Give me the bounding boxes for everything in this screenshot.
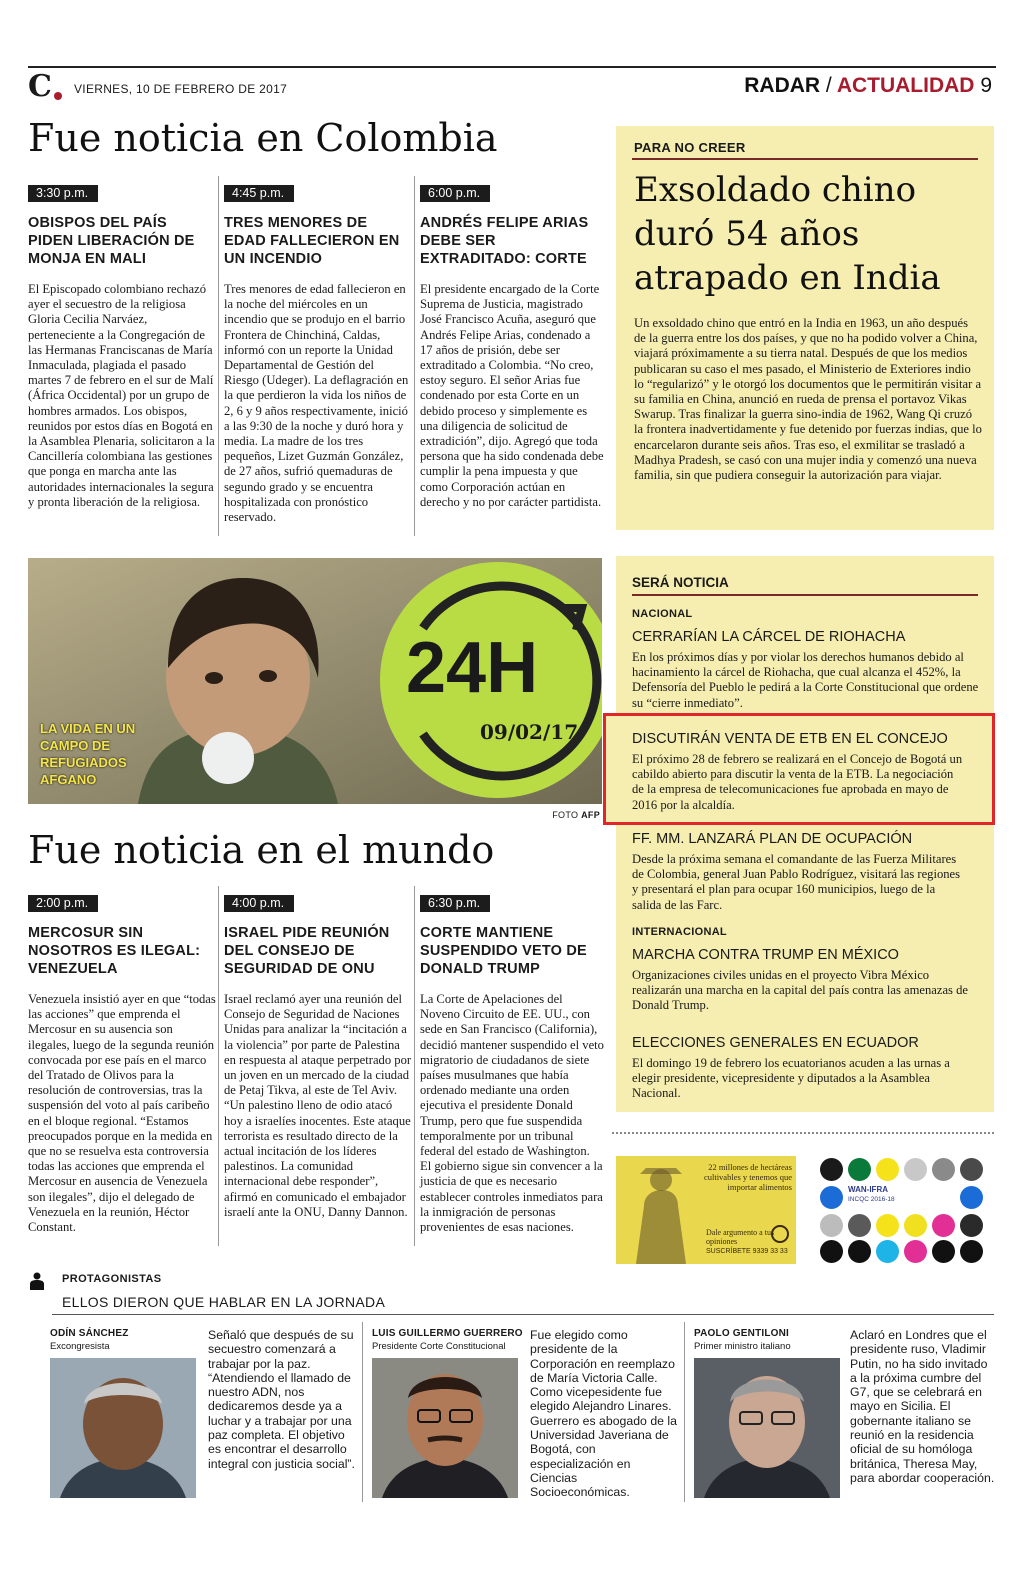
protagonistas-rule	[52, 1314, 994, 1315]
news-item-mundo-1	[28, 892, 216, 1235]
swatch-dot	[876, 1158, 899, 1181]
person-icon	[30, 1272, 44, 1290]
protagonist-3-header	[694, 1328, 844, 1352]
news-body: La Corte de Apelaciones del Noveno Circuito de EE. UU., con sede en San Francisco (California), decidió mantener suspendido el veto migratorio de ciudadanos de siete países musulmanes que había ordenado mediante una orden ejecutiva el presidente Donald Trump, pero que fue suspendida temporalmente por un tribunal federal del estado de Washington. El gobierno sigue sin convencer a la justicia de que es necesario establecer controles inmediatos para la inmigración de personas provenientes de esas naciones.	[420, 992, 604, 1235]
sera-noticia-body: Organizaciones civiles unidas en el proyecto Vibra México realizarán una marcha en la capital del país contra las amenazas de Donald Trump.	[632, 968, 968, 1013]
swatch-dot	[848, 1158, 871, 1181]
issue-date: VIERNES, 10 DE FEBRERO DE 2017	[74, 82, 288, 96]
photo-credit	[552, 810, 600, 820]
sera-noticia-headline: ELECCIONES GENERALES EN ECUADOR	[632, 1035, 919, 1051]
protagonistas-kicker: PROTAGONISTAS	[62, 1273, 162, 1285]
time-tag: 6:30 p.m.	[420, 895, 490, 912]
swatch-dot	[960, 1186, 983, 1209]
protagonist-name: LUIS GUILLERMO GUERRERO	[372, 1328, 523, 1339]
para-no-creer-body: Un exsoldado chino que entró en la India en 1963, un año después de la guerra entre los dos países, y que no ha podido volver a China, viajará próximamente a su tierra natal. Después de que los medios publicaran su caso el mes pasado, el Ministerio de Exteriores indio lo “regularizó” y le otorgó los documentos que le permitirán visitar a su familia en China, anunció en rueda de prensa el portavoz Vikas Swarup. Tras finalizar la guerra sino-india de 1962, Wang Qi cruzó la frontera inadvertidamente y fue detenido por fuerzas indias, que lo encarcelaron durante seis años. Tras eso, el exmilitar se trasladó a Madhya Pradesh, se casó con una mujer india y comenzó una nueva familia, sin que pudiera conseguir la autorización para viajar.	[634, 316, 982, 483]
sera-noticia-item-3	[632, 830, 964, 913]
column-divider	[414, 886, 415, 1246]
color-calibration-swatches	[816, 1156, 994, 1264]
swatch-dot	[904, 1158, 927, 1181]
sera-noticia-item-1	[632, 628, 982, 711]
news-item-mundo-2	[224, 892, 412, 1220]
news-headline: MERCOSUR SIN NOSOTROS ES ILEGAL: VENEZUELA	[28, 925, 201, 977]
time-tag: 4:45 p.m.	[224, 185, 294, 202]
protagonist-1-header	[50, 1328, 200, 1352]
swatch-dot	[820, 1158, 843, 1181]
swatch-dot	[960, 1240, 983, 1263]
news-headline: OBISPOS DEL PAÍS PIDEN LIBERACIÓN DE MONJA EN MALI	[28, 215, 195, 267]
sera-noticia-headline: FF. MM. LANZARÁ PLAN DE OCUPACIÓN	[632, 831, 913, 847]
news-item-colombia-2	[224, 182, 412, 525]
wan-ifra-label: WAN-IFRA	[848, 1185, 888, 1194]
column-divider	[414, 176, 415, 536]
protagonist-2-header	[372, 1328, 524, 1352]
24h-date: 09/02/17	[480, 720, 579, 744]
sera-noticia-headline: MARCHA CONTRA TRUMP EN MÉXICO	[632, 947, 899, 963]
newspaper-logo: C	[28, 69, 52, 104]
news-item-colombia-3	[420, 182, 604, 510]
nacional-label: NACIONAL	[632, 608, 693, 620]
photo-credit-prefix: FOTO	[552, 810, 579, 820]
sera-noticia-body: Desde la próxima semana el comandante de las Fuerza Militares de Colombia, general Juan Pablo Rodríguez, visitará las regiones y presentará el plan para ocupar 160 municipios, luego de la salida de las Farc.	[632, 852, 961, 912]
section-separator: /	[825, 74, 832, 97]
time-tag: 6:00 p.m.	[420, 185, 490, 202]
column-divider	[362, 1322, 363, 1502]
internacional-label: INTERNACIONAL	[632, 926, 727, 938]
swatch-dot	[904, 1240, 927, 1263]
swatch-dot	[932, 1158, 955, 1181]
ad-subscribe: SUSCRÍBETE 9339 33 33	[706, 1248, 788, 1255]
page-number: 9	[980, 74, 992, 97]
news-body: El Episcopado colombiano rechazó ayer el secuestro de la religiosa Gloria Cecilia Narváez, perteneciente a la Congregación de las Hermanas Franciscanas de María Inmaculada, plagiada el pasado martes 7 de febrero en el sur de Malí (África Occidental) por un grupo de hombres armados. Los obispos, reunidos por estos días en Bogotá en la Asamblea Plenaria, solicitaron a la Cancillería colombiana las gestiones que ponga en marcha ante las autoridades internacionales la segura y pronta liberación de la religiosa.	[28, 282, 215, 509]
protagonist-photo	[372, 1358, 518, 1498]
sera-noticia-kicker: SERÁ NOTICIA	[632, 575, 729, 590]
protagonistas-subtitle: ELLOS DIERON QUE HABLAR EN LA JORNADA	[62, 1294, 386, 1310]
protagonist-text: Señaló que después de su secuestro comenzará a trabajar por la paz. “Atendiendo el llamado de nuestro ADN, nos dedicaremos desde ya a luchar y a trabajar por una paz completa. El objetivo es encontrar el desarrollo integral con justicia social”.	[208, 1328, 355, 1471]
news-headline: ANDRÉS FELIPE ARIAS DEBE SER EXTRADITADO: CORTE	[420, 215, 589, 267]
para-no-creer-title: Exsoldado chino duró 54 años atrapado en India	[634, 170, 941, 298]
sera-noticia-body: El domingo 19 de febrero los ecuatorianos acuden a las urnas a elegir presidente, vicepresidente y diputados a la Asamblea Nacional.	[632, 1056, 950, 1101]
swatch-dot	[960, 1214, 983, 1237]
swatch-dot	[960, 1158, 983, 1181]
protagonist-photo	[694, 1358, 840, 1498]
time-tag: 2:00 p.m.	[28, 895, 98, 912]
news-item-mundo-3	[420, 892, 604, 1235]
photo-caption: LA VIDA EN UN CAMPO DE REFUGIADOS AFGANO	[40, 721, 136, 787]
ad-headline: 22 millones de hectáreas cultivables y tenemos que importar alimentos	[703, 1162, 792, 1192]
protagonist-role: Presidente Corte Constitucional	[372, 1341, 506, 1352]
news-headline: ISRAEL PIDE REUNIÓN DEL CONSEJO DE SEGURIDAD DE ONU	[224, 925, 390, 977]
photo-credit-source: AFP	[581, 810, 600, 820]
swatch-dot	[904, 1214, 927, 1237]
section-sub: ACTUALIDAD	[836, 74, 975, 97]
section-header	[744, 74, 992, 98]
24h-badge: 24H	[406, 628, 539, 708]
sera-noticia-headline: DISCUTIRÁN VENTA DE ETB EN EL CONCEJO	[632, 731, 948, 747]
ad-slogan: Dale argumento a tus opiniones	[706, 1228, 775, 1246]
sera-noticia-item-5	[632, 1034, 968, 1102]
swatch-dot	[820, 1186, 843, 1209]
time-tag: 4:00 p.m.	[224, 895, 294, 912]
news-headline: CORTE MANTIENE SUSPENDIDO VETO DE DONALD TRUMP	[420, 925, 587, 977]
news-body: Venezuela insistió ayer en que “todas las acciones” que emprenda el Mercosur en su ausencia son ilegales, luego de la segunda reunión convocada por ese país en el marco del Tratado de Olivos para la resolución de controversias, tras la suspensión del voto al país caribeño en el bloque regional. “Estamos preocupados porque en la medida en que no se resuelva esta controversia todas las acciones que emprenda el Mercosur en ausencia de Venezuela son ilegales”, dijo el delegado de Venezuela en la reunión, Héctor Constant.	[28, 992, 216, 1235]
protagonist-name: PAOLO GENTILONI	[694, 1328, 790, 1339]
sera-noticia-body: En los próximos días y por violar los derechos humanos debido al hacinamiento la cárcel de Riohacha, que cual alcanza el 452%, la Defensoría del Pueblo le pedirá a la Corte Constitucional que ordene su “cierre inmediato”.	[632, 650, 979, 710]
incqc-label: INCQC 2016-18	[848, 1196, 895, 1203]
news-body: Israel reclamó ayer una reunión del Consejo de Seguridad de Naciones Unidas para analizar la “incitación a la violencia” por parte de Palestina en respuesta al ataque perpetrado por un joven en un mercado de la ciudad de Petaj Tikva, al este de Tel Aviv. “Un palestino lleno de odio atacó hoy a israelíes inocentes. Este ataque terrorista es resultado directo de la actual incitación de los líderes palestinos. La comunidad internacional debe responder”, afirmó en comunicado el embajador israelí ante la ONU, Danny Dannon.	[224, 992, 412, 1219]
dotted-divider	[612, 1132, 994, 1134]
protagonist-role: Primer ministro italiano	[694, 1341, 791, 1352]
time-tag: 3:30 p.m.	[28, 185, 98, 202]
swatch-dot	[848, 1240, 871, 1263]
protagonist-role: Excongresista	[50, 1341, 110, 1352]
sera-noticia-body: El próximo 28 de febrero se realizará en el Concejo de Bogotá un cabildo abierto para discutir la venta de la ETB. La negociación de la empresa de telecomunicaciones fue aprobada en mayo de 2016 por la alcaldía.	[632, 752, 963, 812]
logo-dot	[54, 92, 62, 100]
news-body: Tres menores de edad fallecieron en la noche del miércoles en un incendio que se produjo en el barrio Frontera de Chinchiná, Caldas, informó con un reporte la Unidad Departamental de Gestión del Riesgo (Udeger). La deflagración en la que perdieron la vida los niños de 2, 6 y 9 años respectivamente, inició a las 9:30 de la noche y duró hora y media. La madre de los tres pequeños, Lizet Guzmán González, de 27 años, sufrió quemaduras de segundo grado y se encuentra hospitalizada con pronóstico reservado.	[224, 282, 409, 525]
swatch-dot	[876, 1240, 899, 1263]
protagonist-name: ODÍN SÁNCHEZ	[50, 1328, 129, 1339]
news-item-colombia-1	[28, 182, 216, 510]
swatch-dot	[820, 1214, 843, 1237]
swatch-dot	[932, 1240, 955, 1263]
swatch-dot	[820, 1240, 843, 1263]
kicker-rule	[632, 594, 978, 596]
column-divider	[684, 1322, 685, 1502]
column-divider	[218, 176, 219, 536]
section-main: RADAR	[744, 74, 821, 97]
sera-noticia-item-2	[632, 730, 968, 813]
header-rule	[28, 66, 996, 68]
swatch-dot	[848, 1214, 871, 1237]
news-headline: TRES MENORES DE EDAD FALLECIERON EN UN INCENDIO	[224, 215, 400, 267]
swatch-dot	[932, 1214, 955, 1237]
sera-noticia-item-4	[632, 946, 968, 1014]
kicker-rule	[632, 158, 978, 160]
protagonist-text: Fue elegido como presidente de la Corporación en reemplazo de María Victoria Calle. Como vicepesidente fue elegido Alejandro Linares. Guerrero es abogado de la Universidad Javeriana de Bogotá, con especialización en Ciencias Socioeconómicas.	[530, 1328, 677, 1500]
news-body: El presidente encargado de la Corte Suprema de Justicia, magistrado José Francisco Acuña, aseguró que Andrés Felipe Arias, condenado a 17 años de prisión, debe ser extraditado a Colombia. “No creo, estoy seguro. El señor Arias fue condenado por esta Corte en un debido proceso y simplemente es una diligencia de solicitud de extradición”, dijo. Agregó que toda persona que ha sido condenada debe cumplir la pena impuesta y que como Corporación actúan en derecho y no por carácter partidista.	[420, 282, 604, 509]
protagonist-text: Aclaró en Londres que el presidente ruso, Vladimir Putin, no ha sido invitado a la próxima cumbre del G7, que se celebrará en mayo en Sicilia. El gobernante italiano se reunió en la residencia oficial de su homóloga británica, Theresa May, para abordar cooperación.	[850, 1328, 995, 1485]
sera-noticia-headline: CERRARÍAN LA CÁRCEL DE RIOHACHA	[632, 629, 906, 645]
para-no-creer-kicker: PARA NO CREER	[634, 140, 746, 155]
colombia-title: Fue noticia en Colombia	[28, 116, 498, 160]
swatch-dot	[876, 1214, 899, 1237]
protagonist-photo	[50, 1358, 196, 1498]
mundo-title: Fue noticia en el mundo	[28, 828, 495, 872]
column-divider	[218, 886, 219, 1246]
